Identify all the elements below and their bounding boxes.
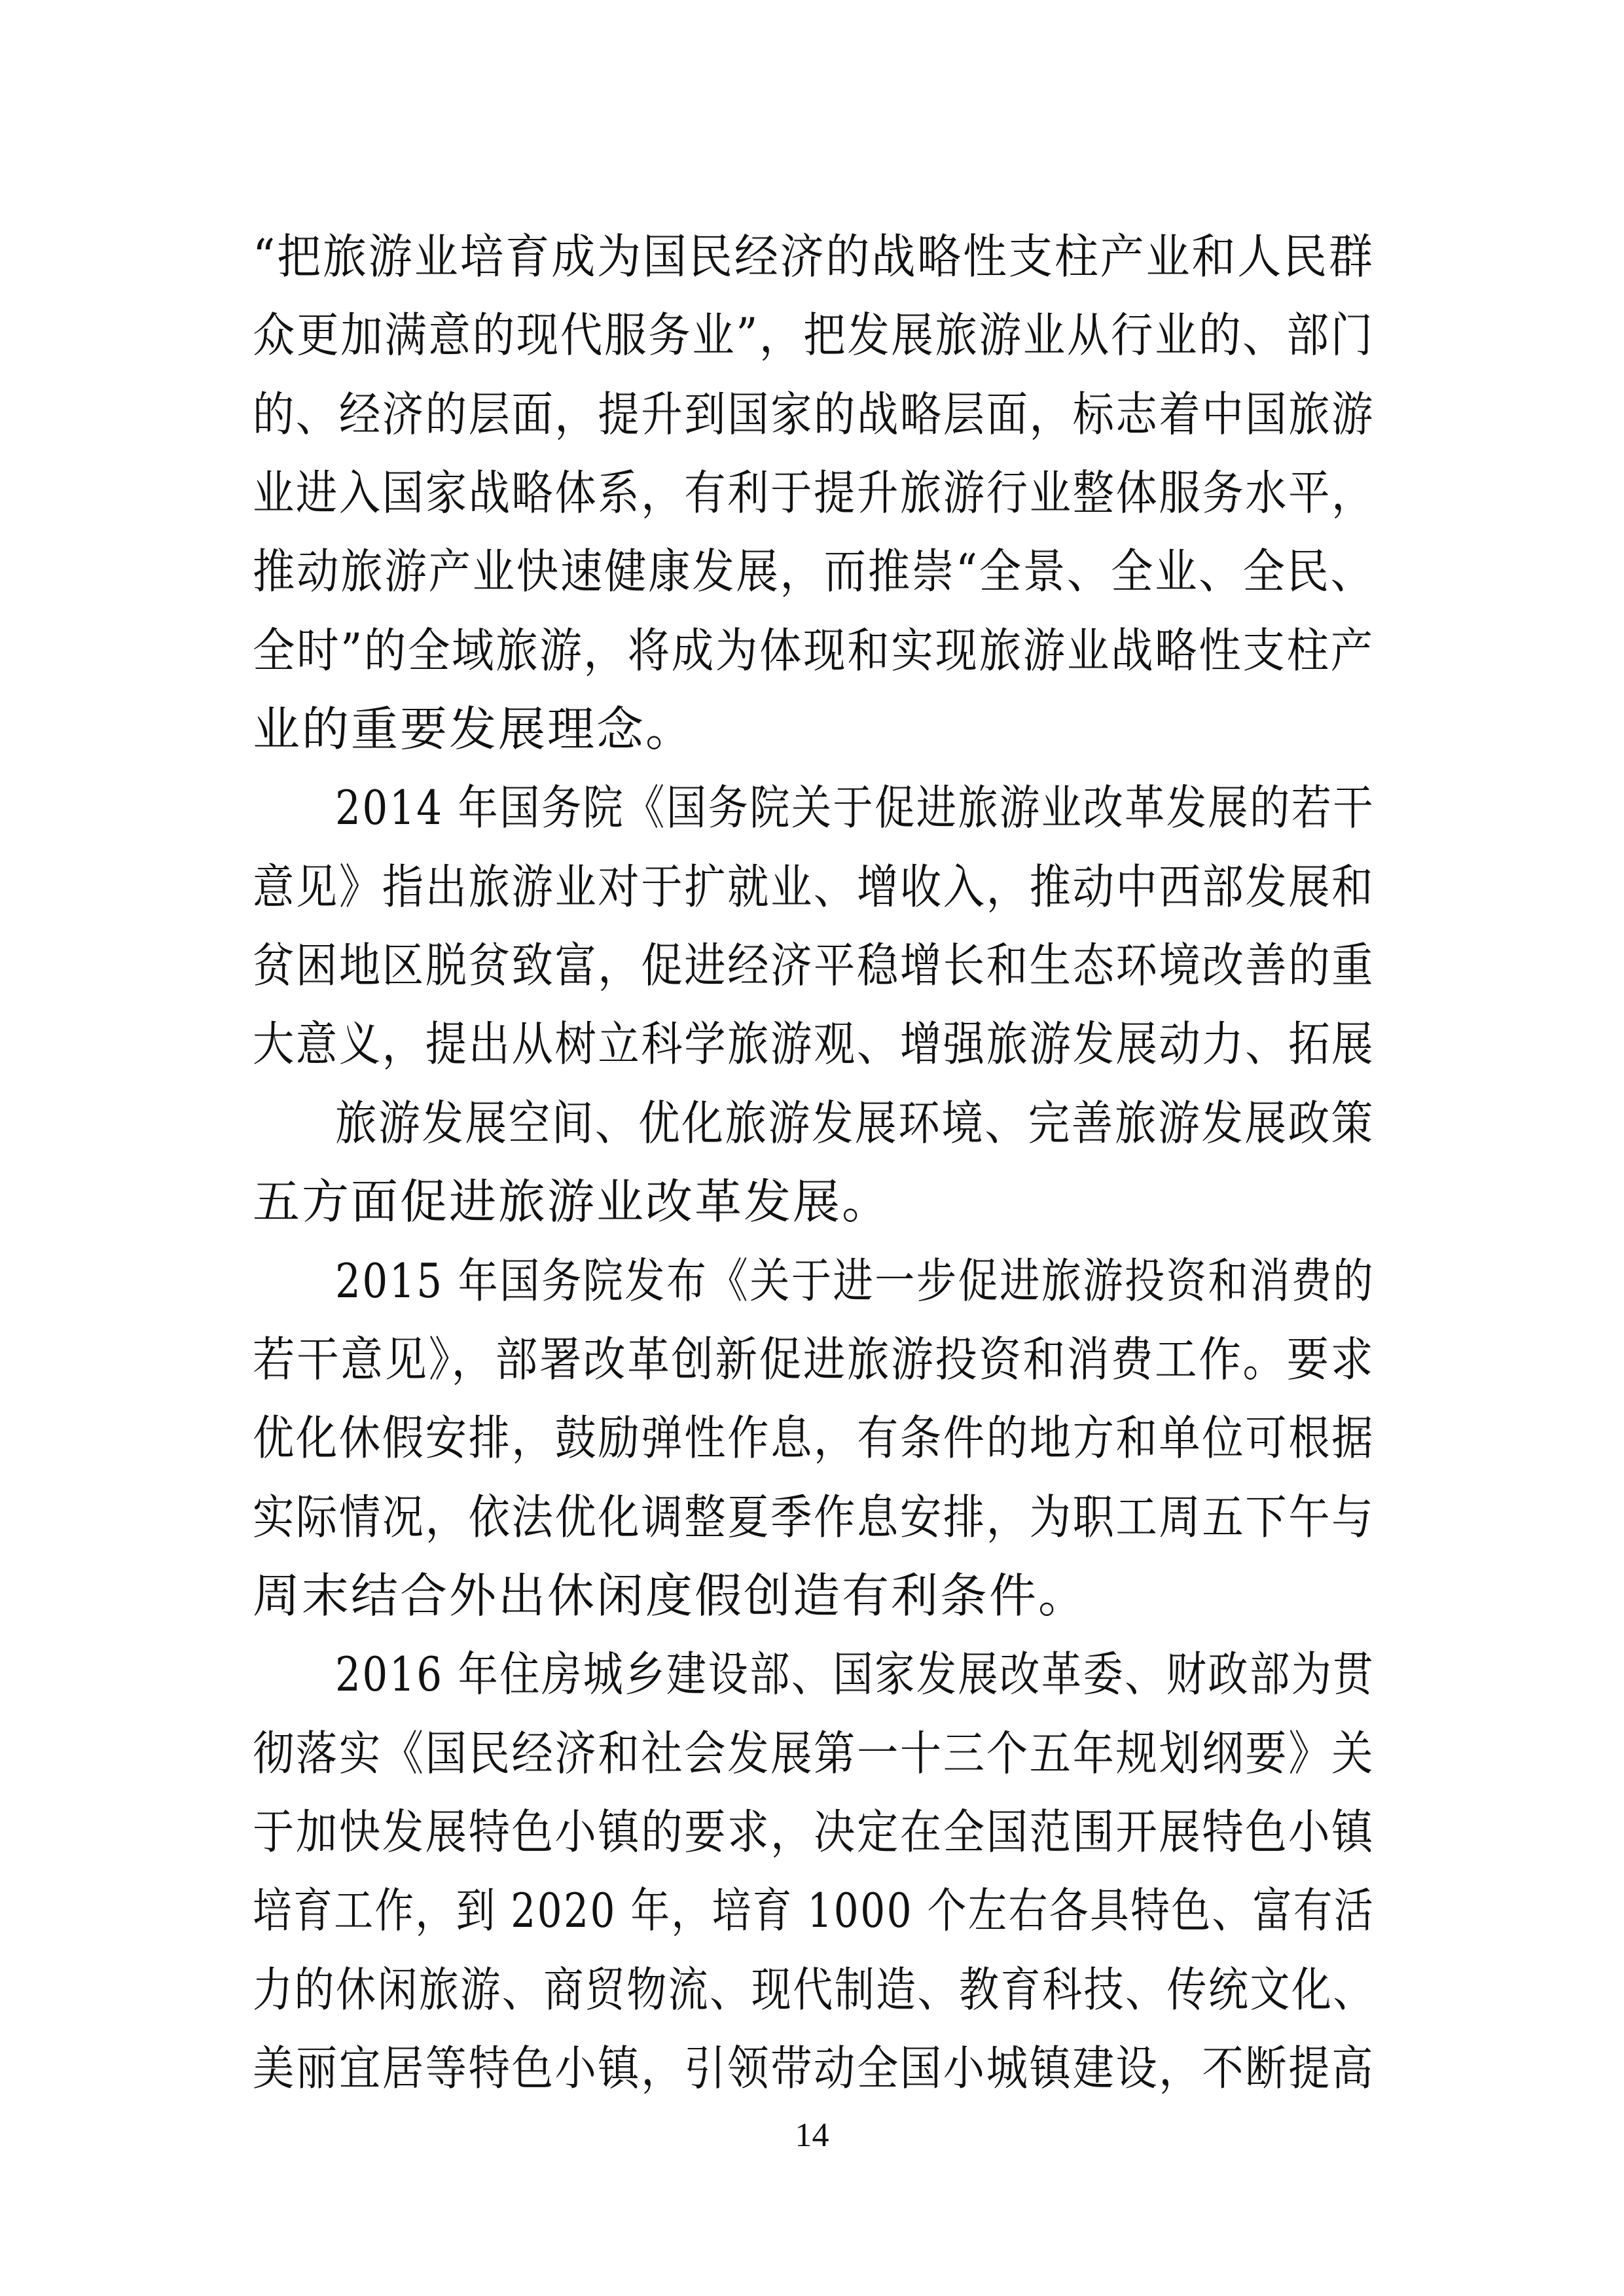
paragraph-line: 实际情况，依法优化调整夏季作息安排，为职工周五下午与	[253, 1490, 1375, 1545]
paragraph-line: 2014 年国务院《国务院关于促进旅游业改革发展的若干	[335, 780, 1375, 835]
paragraph-line: 彻落实《国民经济和社会发展第一十三个五年规划纲要》关	[253, 1726, 1375, 1781]
paragraph-line: 培育工作，到 2020 年，培育 1000 个左右各具特色、富有活	[253, 1883, 1375, 1938]
paragraph-line: 优化休假安排，鼓励弹性作息，有条件的地方和单位可根据	[253, 1410, 1375, 1465]
paragraph-line: 力的休闲旅游、商贸物流、现代制造、教育科技、传统文化、	[253, 1962, 1375, 2017]
page-number: 14	[795, 2117, 829, 2154]
paragraph-line: 众更加满意的现代服务业”，把发展旅游业从行业的、部门	[253, 308, 1375, 363]
paragraph-line: 旅游发展空间、优化旅游发展环境、完善旅游发展政策	[335, 1096, 1375, 1151]
paragraph-line: 全时”的全域旅游，将成为体现和实现旅游业战略性支柱产	[253, 623, 1375, 678]
paragraph-line: 五方面促进旅游业改革发展。	[253, 1174, 892, 1229]
paragraph-line: 业的重要发展理念。	[253, 702, 695, 757]
paragraph-line: 2016 年住房城乡建设部、国家发展改革委、财政部为贯	[335, 1647, 1375, 1702]
paragraph-line: 的、经济的层面，提升到国家的战略层面，标志着中国旅游	[253, 387, 1375, 442]
paragraph-line: “把旅游业培育成为国民经济的战略性支柱产业和人民群	[253, 229, 1375, 284]
paragraph-line: 2015 年国务院发布《关于进一步促进旅游投资和消费的	[335, 1253, 1375, 1308]
paragraph-line: 贫困地区脱贫致富，促进经济平稳增长和生态环境改善的重	[253, 938, 1375, 993]
paragraph-line: 推动旅游产业快速健康发展，而推崇“全景、全业、全民、	[253, 544, 1375, 599]
paragraph-line: 于加快发展特色小镇的要求，决定在全国范围开展特色小镇	[253, 1804, 1375, 1859]
paragraph-line: 美丽宜居等特色小镇，引领带动全国小城镇建设，不断提高	[253, 2041, 1375, 2096]
paragraph-line: 周末结合外出休闲度假创造有利条件。	[253, 1568, 1088, 1623]
paragraph-line: 大意义，提出从树立科学旅游观、增强旅游发展动力、拓展	[253, 1016, 1375, 1071]
paragraph-line: 若干意见》，部署改革创新促进旅游投资和消费工作。要求	[253, 1332, 1375, 1387]
paragraph-line: 业进入国家战略体系，有利于提升旅游行业整体服务水平，	[253, 465, 1375, 520]
paragraph-line: 意见》指出旅游业对于扩就业、增收入，推动中西部发展和	[253, 859, 1375, 914]
